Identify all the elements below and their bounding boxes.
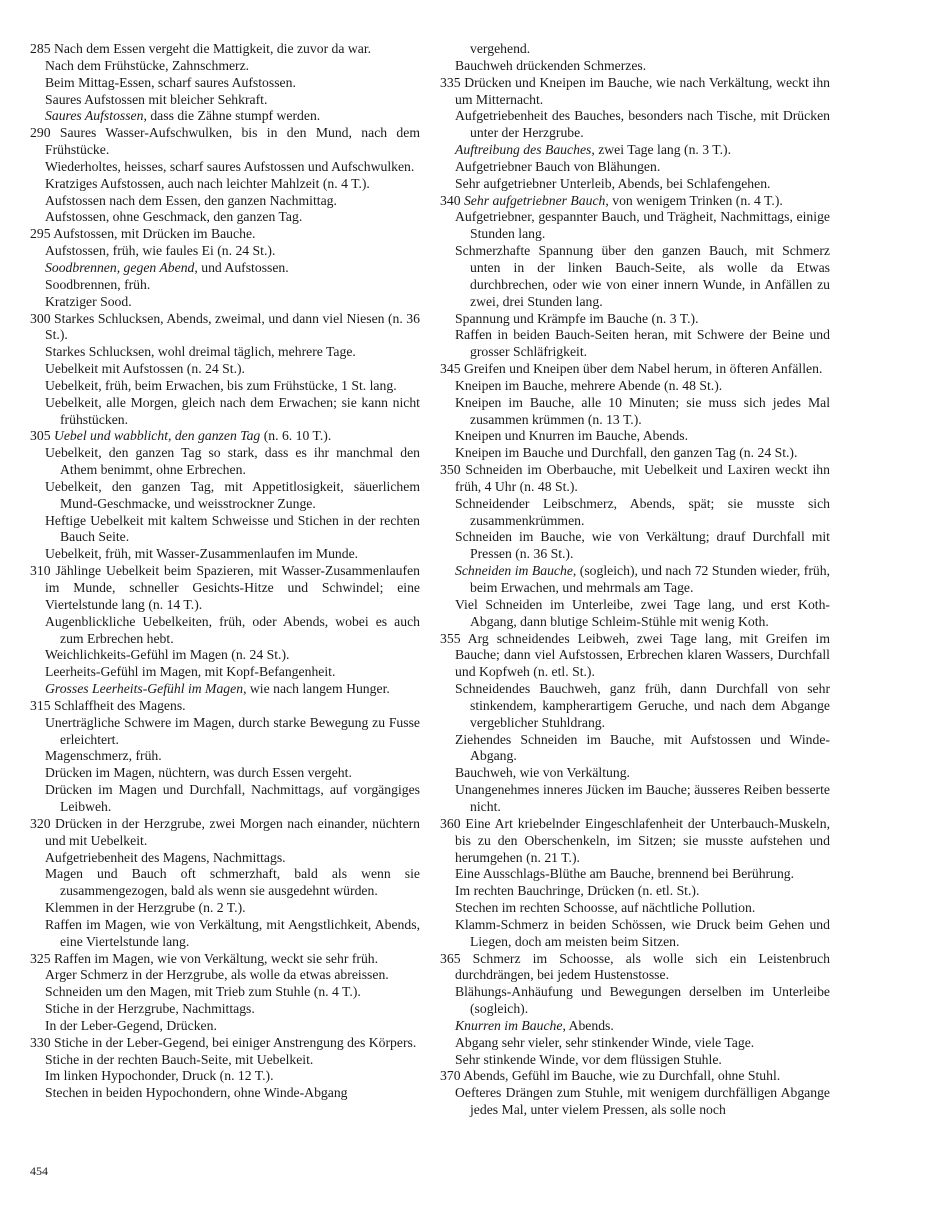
entry-number: 370: [440, 1068, 461, 1084]
entry-text: Kneipen im Bauche und Durchfall, den ganzen Tag (n. 24 St.).: [455, 445, 798, 461]
emphasized-text: Sehr aufgetriebner Bauch: [463, 192, 606, 208]
symptom-entry: [30, 277, 420, 294]
entry-text: Viel Schneiden im Unterleibe, zwei Tage lang, und erst Koth-Abgang, dann blutige Schleim-Stühle mit wenig Koth.: [455, 596, 830, 629]
entry-text: Kneipen und Knurren im Bauche, Abends.: [455, 428, 689, 444]
entry-text: Bauchweh drückenden Schmerzes.: [455, 57, 647, 73]
entry-text: Eine Art kriebelnder Eingeschlafenheit der Unterbauch-Muskeln, bis zu den Oberschenkeln, im Sitzen; sie musste aufstehen und herumgehen (n. 21 T.).: [455, 815, 831, 865]
symptom-entry: [30, 193, 420, 210]
symptom-entry: [440, 529, 830, 563]
numbered-entry: [30, 951, 420, 968]
symptom-entry: [30, 715, 420, 749]
entry-text: Oefteres Drängen zum Stuhle, mit wenigem durchfälligen Abgange jedes Mal, unter vielem Pressen, als solle noch: [455, 1085, 830, 1118]
symptom-entry: [440, 243, 830, 310]
symptom-entry: [440, 563, 830, 597]
numbered-entry: [30, 816, 420, 850]
right-column: [440, 41, 830, 1119]
entry-text: Aufgetriebenheit des Magens, Nachmittags.: [45, 849, 286, 865]
symptom-entry: [440, 765, 830, 782]
symptom-entry: [30, 866, 420, 900]
symptom-entry: [30, 513, 420, 547]
numbered-entry: [440, 816, 830, 867]
symptom-entry: [440, 883, 830, 900]
entry-number: 320: [30, 815, 51, 831]
continued-text: [440, 41, 830, 58]
symptom-entry: [30, 614, 420, 648]
symptom-entry: [440, 1085, 830, 1119]
symptom-entry: [440, 159, 830, 176]
entry-text: Kneipen im Bauche, alle 10 Minuten; sie muss sich jedes Mal zusammen krümmen (n. 13 T.).: [455, 394, 830, 427]
emphasized-text: Schneiden im Bauche: [455, 563, 573, 579]
entry-text: Unerträgliche Schwere im Magen, durch starke Bewegung zu Fusse erleichtert.: [45, 714, 420, 747]
entry-text: Heftige Uebelkeit mit kaltem Schweisse und Stichen in der rechten Bauch Seite.: [45, 512, 420, 545]
entry-text: , dass die Zähne stumpf werden.: [143, 108, 321, 124]
entry-text: Sehr stinkende Winde, vor dem flüssigen Stuhle.: [455, 1051, 722, 1067]
entry-number: 310: [30, 563, 51, 579]
symptom-entry: [30, 900, 420, 917]
numbered-entry: [440, 1068, 830, 1085]
entry-text: , von wenigem Trinken (n. 4 T.).: [605, 192, 783, 208]
entry-text: Schmerz im Schoosse, als wolle sich ein Leistenbruch durchdrängen, bei jedem Hustenstosse.: [455, 950, 831, 983]
entry-number: 315: [30, 697, 51, 713]
numbered-entry: [30, 1035, 420, 1052]
entry-text: Aufstossen, früh, wie faules Ei (n. 24 St.).: [45, 243, 276, 259]
entry-text: Uebelkeit, alle Morgen, gleich nach dem Erwachen; sie kann nicht frühstücken.: [45, 394, 420, 427]
entry-text: Magenschmerz, früh.: [45, 748, 162, 764]
numbered-entry: [440, 462, 830, 496]
entry-text: Saures Wasser-Aufschwulken, bis in den Mund, nach dem Frühstücke.: [45, 125, 420, 158]
entry-text: Schneidendes Bauchweh, ganz früh, dann Durchfall von sehr stinkendem, kampherartigem Geruche, und nach dem Abgange vergeblicher Stuhldrang.: [455, 681, 830, 730]
page-number: 454: [30, 1164, 48, 1178]
symptom-entry: [30, 479, 420, 513]
entry-text: (n. 6. 10 T.).: [260, 428, 332, 444]
numbered-entry: [440, 951, 830, 985]
symptom-entry: [30, 917, 420, 951]
entry-text: Soodbrennen, früh.: [45, 276, 151, 292]
entry-number: 285: [30, 41, 51, 56]
entry-text: Starkes Schlucksen, wohl dreimal täglich, mehrere Tage.: [45, 344, 356, 360]
entry-text: Beim Mittag-Essen, scharf saures Aufstossen.: [45, 74, 296, 90]
entry-text: Eine Ausschlags-Blüthe am Bauche, brennend bei Berührung.: [455, 866, 795, 882]
entry-text: , zwei Tage lang (n. 3 T.).: [591, 142, 732, 158]
symptom-entry: [440, 209, 830, 243]
entry-text: Stechen in beiden Hypochondern, ohne Winde-Abgang: [45, 1085, 348, 1101]
entry-text: Arg schneidendes Leibweh, zwei Tage lang, mit Greifen im Bauche; dann viel Aufstossen, Erbrechen klaren Wassers, Durchfall und Kopfweh (n. etl. St.).: [455, 630, 830, 680]
symptom-entry: [440, 395, 830, 429]
symptom-entry: [30, 1052, 420, 1069]
symptom-entry: [440, 1052, 830, 1069]
numbered-entry: [30, 311, 420, 345]
entry-text: Arger Schmerz in der Herzgrube, als wolle da etwas abreissen.: [45, 967, 389, 983]
emphasized-text: Auftreibung des Bauches: [455, 142, 592, 158]
symptom-entry: [30, 58, 420, 75]
entry-text: Schneiden im Oberbauche, mit Uebelkeit und Laxiren weckt ihn früh, 4 Uhr (n. 48 St.).: [455, 462, 830, 494]
symptom-entry: [30, 765, 420, 782]
entry-text: Saures Aufstossen mit bleicher Sehkraft.: [45, 91, 268, 107]
entry-text: In der Leber-Gegend, Drücken.: [45, 1017, 217, 1033]
entry-text: Magen und Bauch oft schmerzhaft, bald als wenn sie zusammengezogen, bald als wenn sie ausgedehnt würden.: [45, 866, 420, 899]
symptom-entry: [440, 917, 830, 951]
symptom-entry: [440, 496, 830, 530]
emphasized-text: Saures Aufstossen: [45, 108, 144, 124]
symptom-entry: [440, 142, 830, 159]
symptom-entry: [440, 1018, 830, 1035]
entry-text: Starkes Schlucksen, Abends, zweimal, und dann viel Niesen (n. 36 St.).: [45, 310, 420, 343]
entry-text: Raffen im Magen, wie von Verkältung, weckt sie sehr früh.: [53, 950, 379, 966]
entry-text: Abgang sehr vieler, sehr stinkender Winde, viele Tage.: [455, 1034, 755, 1050]
entry-number: 365: [440, 950, 461, 966]
symptom-entry: [440, 681, 830, 732]
entry-text: Nach dem Frühstücke, Zahnschmerz.: [45, 57, 250, 73]
symptom-entry: [30, 1068, 420, 1085]
entry-text: Kratziges Aufstossen, auch nach leichter Mahlzeit (n. 4 T.).: [45, 175, 370, 191]
entry-number: 290: [30, 125, 51, 141]
symptom-entry: [30, 92, 420, 109]
entry-number: 335: [440, 74, 461, 90]
entry-text: Stiche in der Herzgrube, Nachmittags.: [45, 1001, 255, 1017]
entry-text: Ziehendes Schneiden im Bauche, mit Aufstossen und Winde-Abgang.: [455, 731, 830, 764]
symptom-entry: [30, 243, 420, 260]
symptom-entry: [30, 260, 420, 277]
entry-number: 355: [440, 630, 461, 646]
entry-text: Aufgetriebenheit des Bauches, besonders nach Tische, mit Drücken unter der Herzgrube.: [455, 108, 830, 141]
entry-text: Schneidender Leibschmerz, Abends, spät; sie musste sich zusammenkrümmen.: [455, 495, 830, 528]
entry-text: Augenblickliche Uebelkeiten, früh, oder Abends, wobei es auch zum Erbrechen hebt.: [45, 613, 420, 646]
symptom-entry: [30, 782, 420, 816]
entry-text: Drücken und Kneipen im Bauche, wie nach Verkältung, weckt ihn um Mitternacht.: [455, 74, 831, 107]
entry-text: Uebelkeit, früh, mit Wasser-Zusammenlaufen im Munde.: [45, 546, 359, 562]
entry-text: Aufstossen nach dem Essen, den ganzen Nachmittag.: [45, 192, 337, 208]
entry-text: Drücken in der Herzgrube, zwei Morgen nach einander, nüchtern und mit Uebelkeit.: [45, 815, 421, 848]
entry-text: Wiederholtes, heisses, scharf saures Aufstossen und Aufschwulken.: [45, 158, 415, 174]
symptom-entry: [440, 327, 830, 361]
entry-text: Aufstossen, mit Drücken im Bauche.: [53, 226, 256, 242]
numbered-entry: [440, 361, 830, 378]
symptom-entry: [440, 311, 830, 328]
symptom-entry: [30, 967, 420, 984]
symptom-entry: [30, 108, 420, 125]
entry-text: Schmerzhafte Spannung über den ganzen Bauch, mit Schmerz unten in der linken Bauch-Seite, als wolle da Etwas durchbrechen, oder wie von einer innern Wunde, in Anfällen zu zwei, drei Stunden lang.: [455, 243, 830, 309]
entry-text: Leerheits-Gefühl im Magen, mit Kopf-Befangenheit.: [45, 664, 336, 680]
symptom-entry: [30, 748, 420, 765]
symptom-entry: [30, 294, 420, 311]
entry-text: Blähungs-Anhäufung und Bewegungen derselben im Unterleibe (sogleich).: [455, 984, 830, 1017]
emphasized-text: Soodbrennen, gegen Abend: [45, 259, 195, 275]
entry-text: , Abends.: [562, 1017, 614, 1033]
entry-text: Schneiden im Bauche, wie von Verkältung; drauf Durchfall mit Pressen (n. 36 St.).: [455, 529, 830, 562]
entry-text: Stiche in der rechten Bauch-Seite, mit Uebelkeit.: [45, 1051, 314, 1067]
entry-text: Sehr aufgetriebner Unterleib, Abends, bei Schlafengehen.: [455, 175, 771, 191]
entry-text: Greifen und Kneipen über dem Nabel herum, in öfteren Anfällen.: [463, 361, 823, 377]
numbered-entry: [440, 75, 830, 109]
entry-text: Kratziger Sood.: [45, 293, 132, 309]
entry-text: Drücken im Magen, nüchtern, was durch Essen vergeht.: [45, 765, 352, 781]
symptom-entry: [30, 75, 420, 92]
entry-text: Aufstossen, ohne Geschmack, den ganzen Tag.: [45, 209, 303, 225]
entry-text: Klamm-Schmerz in beiden Schössen, wie Druck beim Gehen und Liegen, doch am meisten beim Sitzen.: [455, 916, 830, 949]
entry-number: 300: [30, 310, 51, 326]
symptom-entry: [30, 209, 420, 226]
entry-text: Aufgetriebner, gespannter Bauch, und Trägheit, Nachmittags, einige Stunden lang.: [455, 209, 830, 242]
numbered-entry: [30, 125, 420, 159]
entry-text: Stechen im rechten Schoosse, auf nächtliche Pollution.: [455, 900, 756, 916]
symptom-entry: [440, 900, 830, 917]
entry-text: Uebelkeit, den ganzen Tag, mit Appetitlosigkeit, säuerlichem Mund-Geschmacke, und weisstrockner Zunge.: [45, 478, 420, 511]
symptom-entry: [30, 378, 420, 395]
entry-text: , (sogleich), und nach 72 Stunden wieder, früh, beim Erwachen, und mehrmals am Tage.: [470, 563, 830, 595]
entry-text: Abends, Gefühl im Bauche, wie zu Durchfall, ohne Stuhl.: [463, 1068, 781, 1084]
entry-text: Im linken Hypochonder, Druck (n. 12 T.).: [45, 1068, 274, 1084]
emphasized-text: Knurren im Bauche: [455, 1017, 563, 1033]
numbered-entry: [30, 563, 420, 614]
entry-number: 330: [30, 1034, 51, 1050]
entry-text: Aufgetriebner Bauch von Blähungen.: [455, 158, 661, 174]
entry-text: Raffen im Magen, wie von Verkältung, mit Aengstlichkeit, Abends, eine Viertelstunde lang.: [45, 916, 420, 949]
symptom-entry: [30, 445, 420, 479]
symptom-entry: [440, 866, 830, 883]
emphasized-text: Uebel und wabblicht, den ganzen Tag: [53, 428, 261, 444]
symptom-entry: [30, 344, 420, 361]
entry-number: 305: [30, 428, 51, 444]
entry-text: vergehend.: [470, 41, 531, 56]
entry-text: Schlaffheit des Magens.: [53, 697, 186, 713]
entry-number: 340: [440, 192, 461, 208]
symptom-entry: [440, 732, 830, 766]
left-column: [30, 41, 420, 1102]
symptom-entry: [440, 378, 830, 395]
symptom-entry: [30, 176, 420, 193]
entry-text: Uebelkeit, früh, beim Erwachen, bis zum Frühstücke, 1 St. lang.: [45, 377, 397, 393]
entry-number: 360: [440, 815, 461, 831]
emphasized-text: Grosses Leerheits-Gefühl im Magen: [45, 681, 244, 697]
symptom-entry: [30, 647, 420, 664]
entry-text: Bauchweh, wie von Verkältung.: [455, 765, 630, 781]
symptom-entry: [30, 664, 420, 681]
numbered-entry: [440, 631, 830, 682]
entry-text: Jählinge Uebelkeit beim Spazieren, mit Wasser-Zusammenlaufen im Munde, schneller Gesichts-Hitze und Schwindel; eine Viertelstunde lang (n. 14 T.).: [45, 563, 421, 612]
entry-text: Nach dem Essen vergeht die Mattigkeit, die zuvor da war.: [53, 41, 372, 56]
symptom-entry: [30, 681, 420, 698]
numbered-entry: [30, 428, 420, 445]
entry-number: 295: [30, 226, 51, 242]
symptom-entry: [440, 58, 830, 75]
symptom-entry: [30, 1085, 420, 1102]
symptom-entry: [30, 361, 420, 378]
symptom-entry: [30, 984, 420, 1001]
entry-text: Spannung und Krämpfe im Bauche (n. 3 T.).: [455, 310, 699, 326]
entry-text: Drücken im Magen und Durchfall, Nachmittags, auf vorgängiges Leibweh.: [45, 782, 420, 814]
symptom-entry: [440, 108, 830, 142]
symptom-entry: [440, 597, 830, 631]
symptom-entry: [30, 1018, 420, 1035]
symptom-entry: [30, 159, 420, 176]
entry-text: Uebelkeit mit Aufstossen (n. 24 St.).: [45, 361, 245, 377]
entry-text: Weichlichkeits-Gefühl im Magen (n. 24 St.).: [45, 647, 290, 663]
entry-number: 345: [440, 361, 461, 377]
entry-text: , wie nach langem Hunger.: [243, 681, 390, 697]
symptom-entry: [440, 176, 830, 193]
symptom-entry: [30, 395, 420, 429]
symptom-entry: [440, 782, 830, 816]
numbered-entry: [440, 193, 830, 210]
entry-text: Unangenehmes inneres Jücken im Bauche; äusseres Reiben besserte nicht.: [455, 782, 830, 814]
entry-text: Raffen in beiden Bauch-Seiten heran, mit Schwere der Beine und grosser Schläfrigkeit.: [455, 327, 830, 360]
entry-text: Im rechten Bauchringe, Drücken (n. etl. St.).: [455, 883, 700, 899]
entry-text: Schneiden um den Magen, mit Trieb zum Stuhle (n. 4 T.).: [45, 984, 361, 1000]
entry-text: Kneipen im Bauche, mehrere Abende (n. 48 St.).: [455, 377, 723, 393]
symptom-entry: [440, 428, 830, 445]
symptom-entry: [440, 445, 830, 462]
entry-number: 325: [30, 950, 51, 966]
numbered-entry: [30, 41, 420, 58]
symptom-entry: [30, 850, 420, 867]
entry-text: Stiche in der Leber-Gegend, bei einiger Anstrengung des Körpers.: [53, 1034, 417, 1050]
entry-text: Klemmen in der Herzgrube (n. 2 T.).: [45, 900, 246, 916]
numbered-entry: [30, 698, 420, 715]
entry-number: 350: [440, 462, 461, 478]
symptom-entry: [30, 1001, 420, 1018]
symptom-entry: [440, 984, 830, 1018]
entry-text: , und Aufstossen.: [194, 259, 289, 275]
symptom-entry: [440, 1035, 830, 1052]
numbered-entry: [30, 226, 420, 243]
entry-text: Uebelkeit, den ganzen Tag so stark, dass es ihr manchmal den Athem benimmt, ohne Erbrechen.: [45, 445, 420, 478]
symptom-entry: [30, 546, 420, 563]
